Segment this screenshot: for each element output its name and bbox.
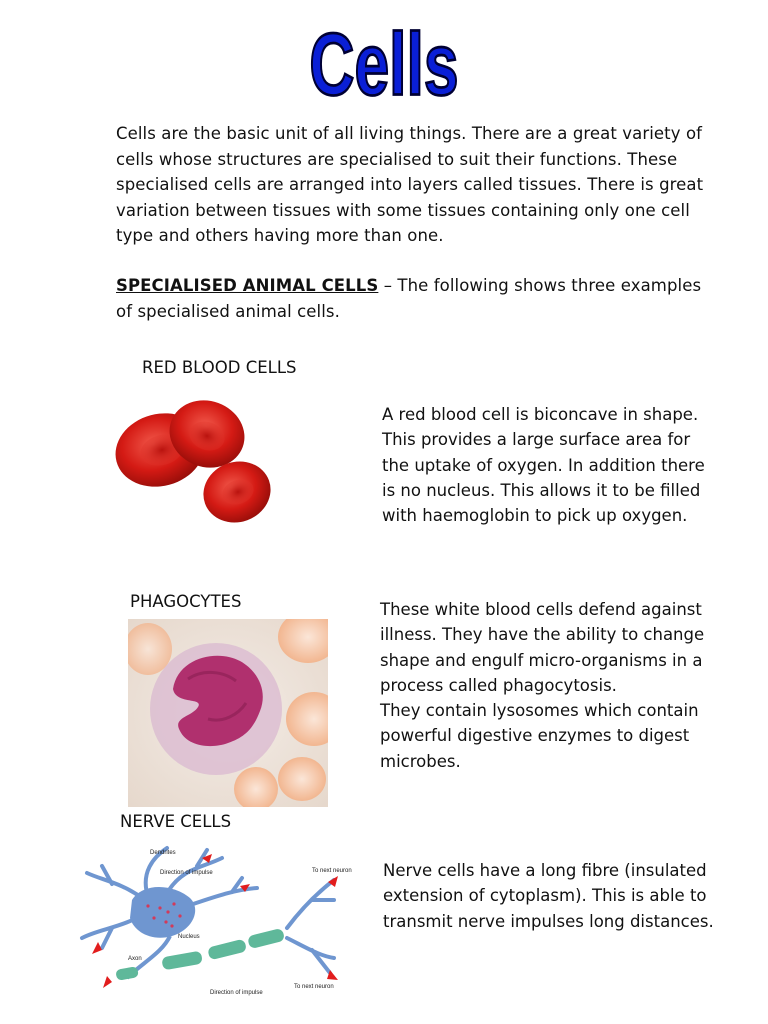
label-to-next-neuron-top: To next neuron xyxy=(312,868,352,874)
phagocytes-description-1: These white blood cells defend against illness. They have the ability to change shape and engulf micro-organisms in a process called phagocytosis. xyxy=(380,600,705,695)
intro-paragraph: Cells are the basic unit of all living things. There are a great variety of cells whose structures are specialised to suit their functions. These specialised cells are arranged into layers called tissues. There is great variation between tissues with some tissues containing only one cell type and others having more than one. xyxy=(116,124,704,245)
specialised-heading: SPECIALISED ANIMAL CELLS xyxy=(116,276,379,295)
label-direction-of-impulse: Direction of impulse xyxy=(160,870,213,876)
phagocyte-image xyxy=(128,619,328,807)
title-text: Cells xyxy=(309,20,459,110)
neuron-diagram xyxy=(72,838,352,1010)
myelin-sheath xyxy=(115,928,285,981)
red-blood-cells-image xyxy=(112,392,282,527)
label-axon: Axon xyxy=(128,956,142,962)
page-title xyxy=(0,20,768,110)
red-blood-cells-description: A red blood cell is biconcave in shape. This provides a large surface area for the uptake of oxygen. In addition there is no nucleus. This allows it to be filled with haemoglobin to pick up oxygen. xyxy=(382,405,705,526)
neuron-cell-body xyxy=(130,887,195,938)
dendrites xyxy=(82,848,334,973)
label-direction-of-impulse-bottom: Direction of impulse xyxy=(210,990,263,996)
title-wordart xyxy=(254,20,514,110)
label-nucleus: Nucleus xyxy=(178,934,200,940)
phagocytes-description-2: They contain lysosomes which contain powerful digestive enzymes to digest microbes. xyxy=(380,701,699,771)
phagocytes-description xyxy=(380,597,720,774)
nerve-cells-description: Nerve cells have a long fibre (insulated extension of cytoplasm). This is able to transmit nerve impulses long distances. xyxy=(383,861,714,931)
label-to-next-neuron-bottom: To next neuron xyxy=(294,984,334,990)
specialised-text: – The following shows three examples of specialised animal cells. xyxy=(116,276,702,321)
red-blood-cells-label: RED BLOOD CELLS xyxy=(142,358,297,377)
nerve-cells-label: NERVE CELLS xyxy=(120,812,232,831)
label-dendrites: Dendrites xyxy=(150,850,176,856)
specialised-paragraph xyxy=(116,273,716,324)
phagocytes-label: PHAGOCYTES xyxy=(130,592,242,611)
